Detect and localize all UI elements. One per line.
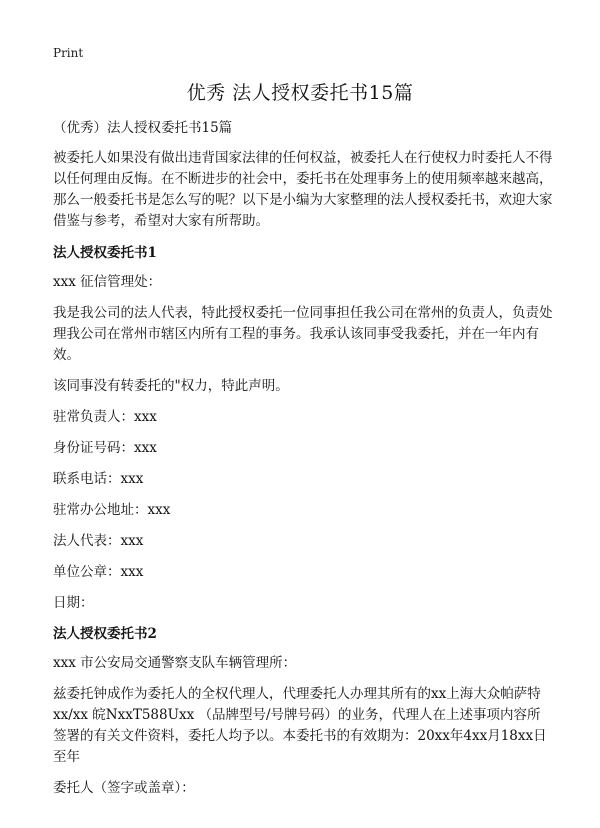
document-subtitle: （优秀）法人授权委托书15篇 [53, 120, 233, 136]
document-title: 优秀 法人授权委托书15篇 [186, 82, 414, 104]
section2-body: 兹委托钟成作为委托人的全权代理人，代理委托人办理其所有的xx上海大众帕萨特xx/xx 皖NxxT588Uxx （品牌型号/号牌号码）的业务，代理人在上述事项内容所签署的有关文件资料，委托人均予以。本委托书的有效期为：20xx年4xx月18xx日至年 [53, 686, 547, 765]
section1-body: 我是我公司的法人代表，特此授权委托一位同事担任我公司在常州的负责人，负责处理我公司在常州市辖区内所有工程的事务。我承认该同事受我委托，并在一年内有效。 [53, 305, 553, 363]
document-body [53, 118, 553, 809]
print-label: Print [53, 46, 84, 60]
section1-statement: 该同事没有转委托的"权力，特此声明。 [53, 378, 289, 394]
field-id-number: 身份证号码：xxx [53, 440, 157, 456]
field-company-seal: 单位公章：xxx [53, 564, 144, 580]
section-heading-1: 法人授权委托书1 [53, 245, 157, 261]
field-office-address: 驻常办公地址：xxx [53, 502, 171, 518]
section-heading-2: 法人授权委托书2 [53, 626, 157, 642]
section2-addressee: xxx 市公安局交通警察支队车辆管理所： [53, 655, 297, 671]
field-date: 日期： [53, 595, 94, 611]
field-phone: 联系电话：xxx [53, 471, 144, 487]
field-legal-rep: 法人代表：xxx [53, 533, 144, 549]
field-local-manager: 驻常负责人：xxx [53, 409, 157, 425]
section2-signature: 委托人（签字或盖章）： [53, 780, 195, 796]
section1-addressee: xxx 征信管理处： [53, 274, 162, 290]
intro-paragraph: 被委托人如果没有做出违背国家法律的任何权益，被委托人在行使权力时委托人不得以任何理由反悔。在不断进步的社会中，委托书在处理事务上的使用频率越来越高，那么一般委托书是怎么写的呢？以下是小编为大家整理的法人授权委托书，欢迎大家借鉴与参考，希望对大家有所帮助。 [53, 150, 553, 229]
